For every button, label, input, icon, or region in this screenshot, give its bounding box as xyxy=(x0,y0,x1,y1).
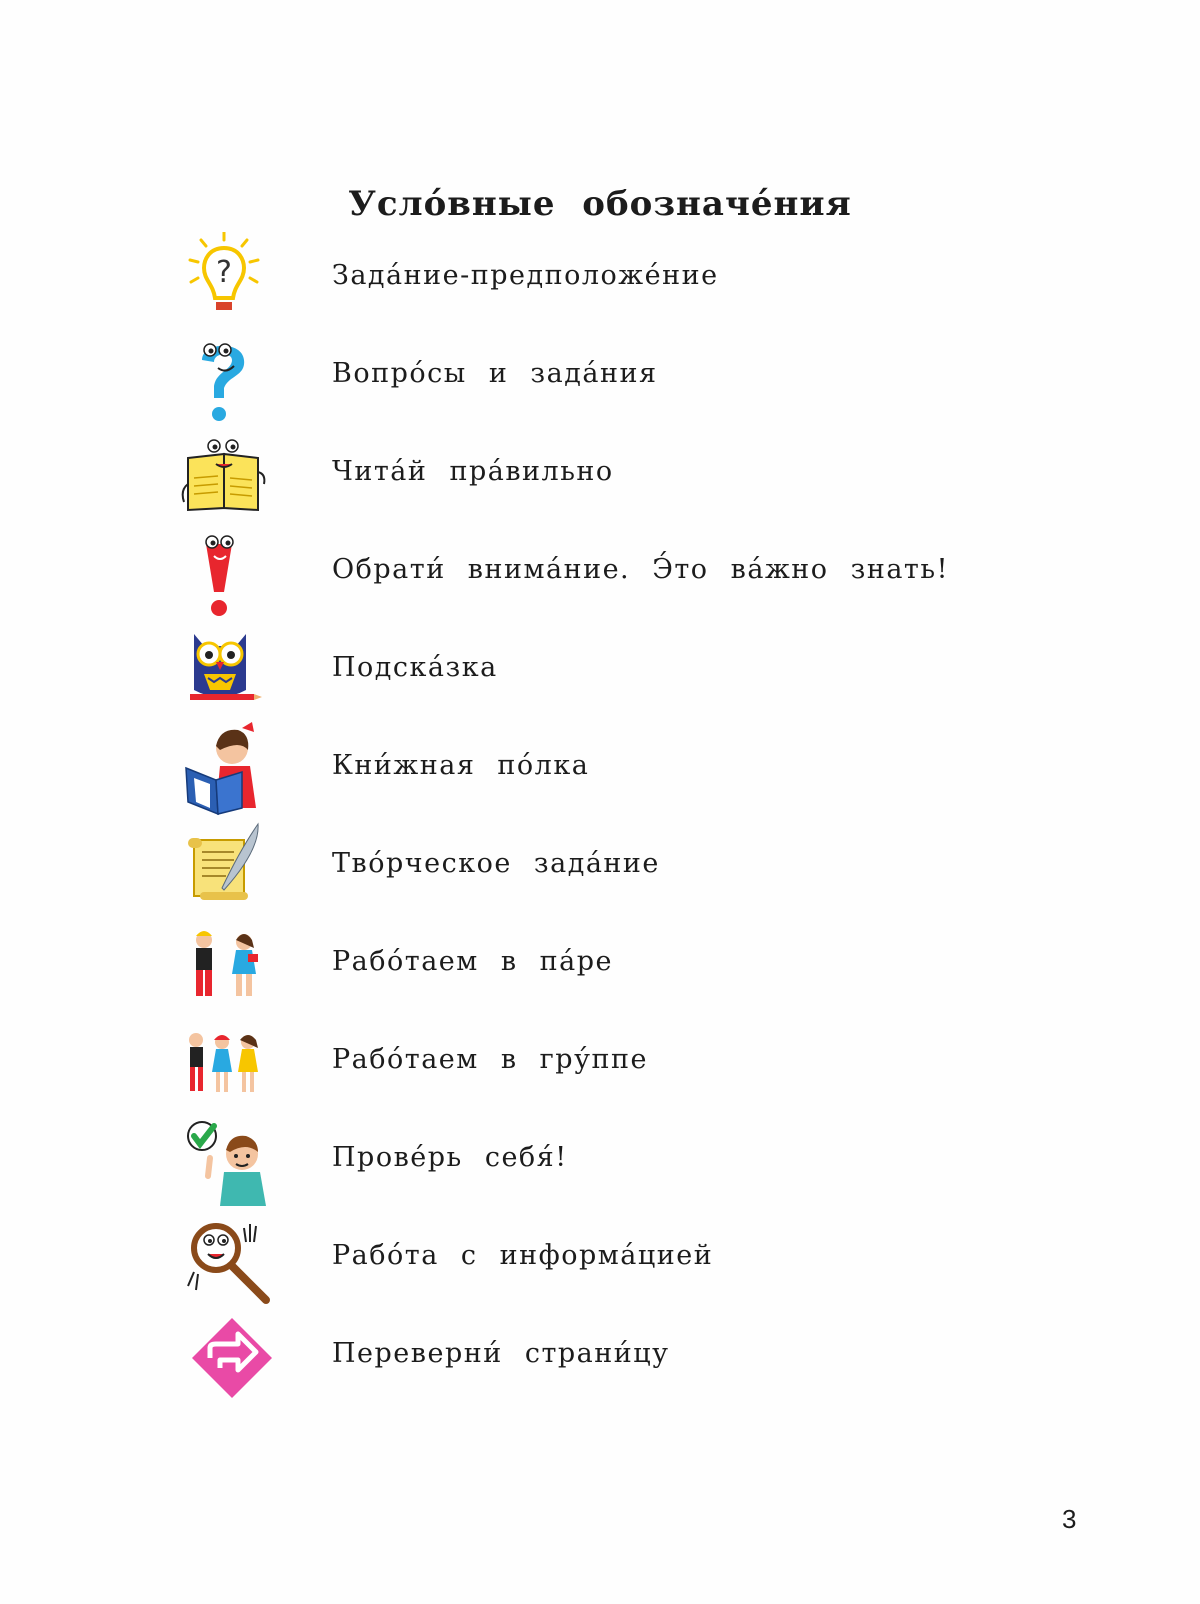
legend-item xyxy=(0,1016,1200,1112)
exclamation-mark-character-icon xyxy=(180,526,280,622)
pair-of-children-icon xyxy=(180,918,280,1014)
legend-label: Рабо́таем в па́ре xyxy=(332,946,614,977)
legend-label: Переверни́ страни́цу xyxy=(332,1338,670,1369)
legend-label: Подска́зка xyxy=(332,652,498,683)
legend-item xyxy=(0,1310,1200,1406)
legend-label: Чита́й пра́вильно xyxy=(332,456,614,487)
legend-label: Прове́рь себя́! xyxy=(332,1142,568,1173)
page-title: Усло́вные обозначе́ния xyxy=(348,184,852,224)
scroll-quill-icon xyxy=(180,820,280,916)
lightbulb-question-icon xyxy=(180,232,280,328)
legend-item xyxy=(0,428,1200,524)
legend-label: Обрати́ внима́ние. Э́то ва́жно знать! xyxy=(332,554,949,585)
svg-text:?: ? xyxy=(216,255,232,290)
legend-item xyxy=(0,820,1200,916)
legend-item xyxy=(0,232,1200,328)
legend-label: Рабо́таем в гру́ппе xyxy=(332,1044,648,1075)
legend-label: Вопро́сы и зада́ния xyxy=(332,358,658,389)
legend-item xyxy=(0,1212,1200,1308)
legend-item xyxy=(0,526,1200,622)
legend-item xyxy=(0,918,1200,1014)
legend-label: Зада́ние-предположе́ние xyxy=(332,260,719,291)
group-of-children-icon xyxy=(180,1016,280,1112)
legend-item xyxy=(0,624,1200,720)
legend-label: Тво́рческое зада́ние xyxy=(332,848,660,879)
legend-label: Рабо́та с информа́цией xyxy=(332,1240,714,1271)
turn-page-arrow-icon xyxy=(180,1310,280,1406)
legend-label: Кни́жная по́лка xyxy=(332,750,590,781)
question-mark-character-icon xyxy=(180,330,280,426)
girl-reading-icon xyxy=(180,722,280,818)
book-character-icon xyxy=(180,428,280,524)
legend-item xyxy=(0,1114,1200,1210)
magnifier-character-icon xyxy=(180,1212,280,1308)
legend-item xyxy=(0,722,1200,818)
page-number: 3 xyxy=(1062,1504,1077,1534)
legend-item xyxy=(0,330,1200,426)
boy-checkmark-icon xyxy=(180,1114,280,1210)
owl-icon xyxy=(180,624,280,720)
